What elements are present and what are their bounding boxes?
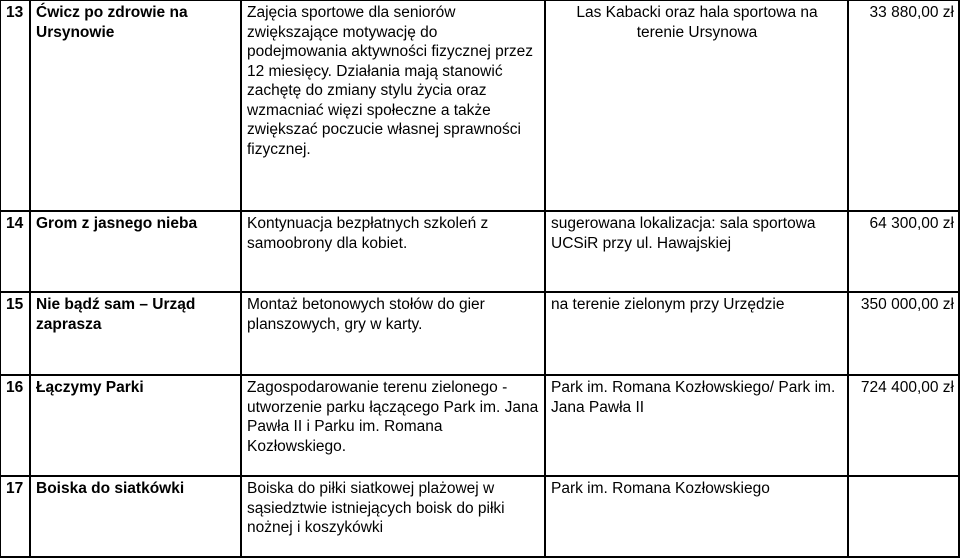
project-amount: 350 000,00 zł bbox=[848, 292, 959, 375]
project-description: Kontynuacja bezpłatnych szkoleń z samoobrony dla kobiet. bbox=[241, 211, 545, 292]
table-row bbox=[0, 476, 959, 557]
project-location: sugerowana lokalizacja: sala sportowa UCSiR przy ul. Hawajskiej bbox=[545, 211, 848, 292]
project-location: Park im. Romana Kozłowskiego/ Park im. Jana Pawła II bbox=[545, 375, 848, 476]
project-name: Łączymy Parki bbox=[30, 375, 241, 476]
row-number: 15 bbox=[0, 292, 30, 375]
project-name: Ćwicz po zdrowie na Ursynowie bbox=[30, 0, 241, 211]
project-location: Park im. Romana Kozłowskiego bbox=[545, 476, 848, 557]
project-location bbox=[545, 0, 848, 211]
project-amount: 724 400,00 zł bbox=[848, 375, 959, 476]
project-description: Montaż betonowych stołów do gier planszowych, gry w karty. bbox=[241, 292, 545, 375]
row-number: 17 bbox=[0, 476, 30, 557]
row-number: 14 bbox=[0, 211, 30, 292]
project-amount: 64 300,00 zł bbox=[848, 211, 959, 292]
project-description: Boiska do piłki siatkowej plażowej w sąsiedztwie istniejących boisk do piłki nożnej i koszykówki bbox=[241, 476, 545, 557]
project-description: Zajęcia sportowe dla seniorów zwiększające motywację do podejmowania aktywności fizycznej przez 12 miesięcy. Działania mają stanowić zachętę do zmiany stylu życia oraz wzmacniać więzi społeczne a także zwiększać poczucie własnej sprawności fizycznej. bbox=[241, 0, 545, 211]
project-location: na terenie zielonym przy Urzędzie bbox=[545, 292, 848, 375]
project-description: Zagospodarowanie terenu zielonego - utworzenie parku łączącego Park im. Jana Pawła II i Parku im. Romana Kozłowskiego. bbox=[241, 375, 545, 476]
table-row bbox=[0, 0, 959, 211]
row-number: 16 bbox=[0, 375, 30, 476]
row-number: 13 bbox=[0, 0, 30, 211]
project-amount: 33 880,00 zł bbox=[848, 0, 959, 211]
project-name: Boiska do siatkówki bbox=[30, 476, 241, 557]
project-name: Nie bądź sam – Urząd zaprasza bbox=[30, 292, 241, 375]
project-amount bbox=[848, 476, 959, 557]
location-text: Las Kabacki oraz hala sportowa na terenie Ursynowa bbox=[576, 4, 818, 41]
table-row bbox=[0, 292, 959, 375]
table-row bbox=[0, 375, 959, 476]
table-row bbox=[0, 211, 959, 292]
project-name: Grom z jasnego nieba bbox=[30, 211, 241, 292]
